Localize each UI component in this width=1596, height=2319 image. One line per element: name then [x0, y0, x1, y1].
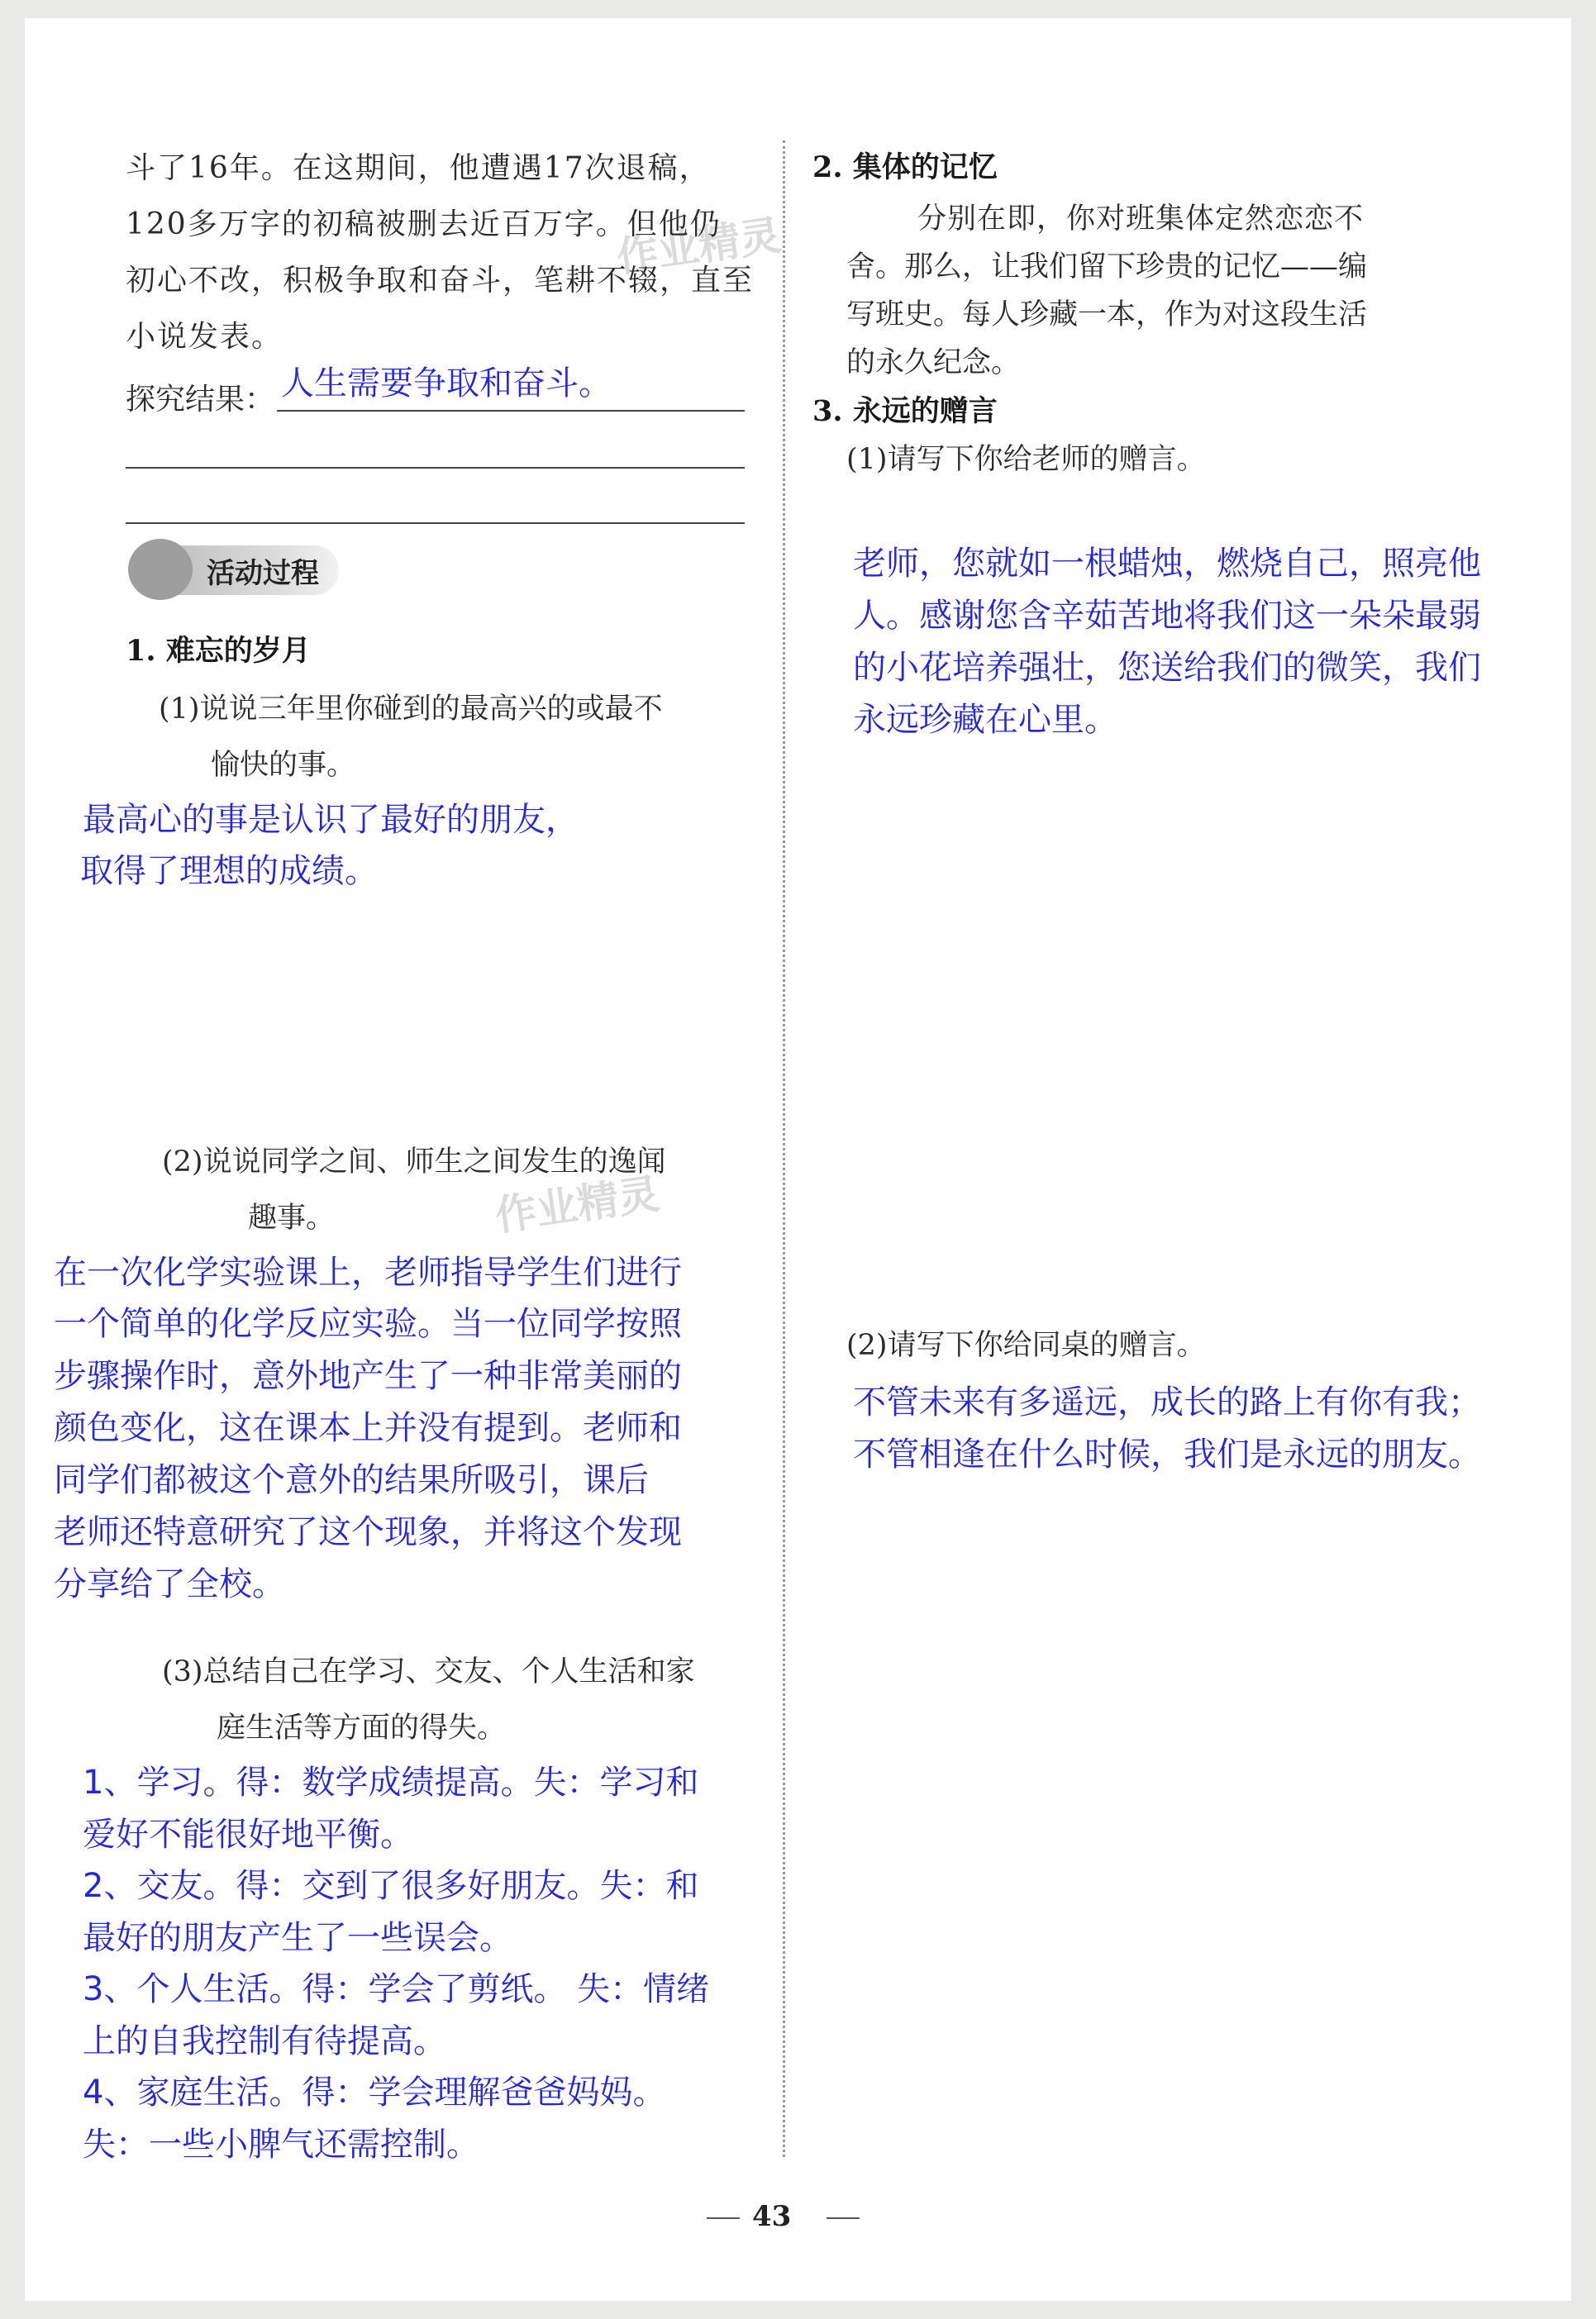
body-text: 的永久纪念。: [846, 346, 1021, 379]
watermark: 作业精灵: [613, 211, 784, 282]
answer-line-text: 一个简单的化学反应实验。当一位同学按照: [54, 1305, 682, 1343]
question-text: 庭生活等方面的得失。: [217, 1712, 507, 1745]
intro-line: 小说发表。: [126, 320, 283, 354]
answer-line-text: 最好的朋友产生了一些误会。: [83, 1919, 512, 1957]
answer-line-text: 1、学习。得：数学成绩提高。失：学习和: [83, 1764, 699, 1802]
page-number-dash: [707, 2217, 740, 2219]
question-text: (3)总结自己在学习、交友、个人生活和家: [162, 1655, 695, 1688]
answer-line-text: 同学们都被这个意外的结果所吸引，课后: [54, 1461, 649, 1499]
result-label: 探究结果：: [126, 383, 275, 417]
answer-line-text: 老师，您就如一根蜡烛，燃烧自己，照亮他: [853, 545, 1481, 583]
question-text: 愉快的事。: [211, 749, 356, 782]
question-text: (1)请写下你给老师的赠言。: [846, 443, 1206, 476]
answer-line-text: 人。感谢您含辛茹苦地将我们这一朵朵最弱: [853, 597, 1481, 635]
answer-line: [277, 410, 745, 412]
watermark: 作业精灵: [492, 1169, 663, 1240]
answer-line-text: 步骤操作时，意外地产生了一种非常美丽的: [54, 1357, 682, 1395]
body-text: 写班史。每人珍藏一本，作为对这段生活: [846, 298, 1368, 331]
body-text: 舍。那么，让我们留下珍贵的记忆——编: [846, 250, 1368, 283]
answer-line: [126, 467, 745, 469]
result-answer: 人生需要争取和奋斗。: [281, 364, 612, 402]
answer-line-text: 4、家庭生活。得：学会理解爸爸妈妈。: [83, 2074, 666, 2112]
answer-line-text: 老师还特意研究了这个现象，并将这个发现: [54, 1513, 682, 1551]
question-text: (1)说说三年里你碰到的最高兴的或最不: [159, 693, 663, 726]
answer-line-text: 取得了理想的成绩。: [80, 852, 378, 890]
question-text: 趣事。: [248, 1202, 336, 1235]
answer-line-text: 不管相逢在什么时候，我们是永远的朋友。: [853, 1436, 1481, 1474]
body-text: 分别在即，你对班集体定然恋恋不: [917, 202, 1365, 236]
answer-line-text: 的小花培养强壮，您送给我们的微笑，我们: [853, 649, 1481, 687]
banner-cloud-icon: [128, 539, 193, 600]
answer-line: [126, 522, 745, 524]
intro-line: 120多万字的初稿被删去近百万字。但他仍: [126, 207, 722, 241]
column-divider: [783, 140, 785, 2157]
answer-line-text: 在一次化学实验课上，老师指导学生们进行: [54, 1254, 682, 1292]
section-title: 2. 集体的记忆: [812, 150, 998, 184]
answer-line-text: 爱好不能很好地平衡。: [83, 1816, 413, 1854]
answer-line-text: 最高心的事是认识了最好的朋友，: [83, 801, 579, 839]
question-text: (2)说说同学之间、师生之间发生的逸闻: [162, 1145, 666, 1179]
section-title: 3. 永远的赠言: [812, 394, 998, 428]
answer-line-text: 颜色变化，这在课本上并没有提到。老师和: [54, 1409, 682, 1447]
page-number: 43: [752, 2200, 792, 2233]
question-text: (2)请写下你给同桌的赠言。: [846, 1329, 1206, 1362]
answer-line-text: 失：一些小脾气还需控制。: [83, 2126, 479, 2164]
section-title: 1. 难忘的岁月: [126, 634, 311, 668]
answer-line-text: 分享给了全校。: [54, 1565, 285, 1603]
answer-line-text: 永远珍藏在心里。: [853, 701, 1117, 739]
answer-line-text: 3、个人生活。得：学会了剪纸。 失：情绪: [83, 1970, 710, 2008]
answer-line-text: 不管未来有多遥远，成长的路上有你有我；: [853, 1383, 1481, 1421]
answer-line-text: 上的自我控制有待提高。: [83, 2022, 446, 2060]
intro-line: 初心不改，积极争取和奋斗，笔耕不辍，直至: [126, 264, 755, 298]
answer-line-text: 2、交友。得：交到了很多好朋友。失：和: [83, 1867, 699, 1905]
page-number-dash: [827, 2217, 860, 2219]
banner-label: 活动过程: [207, 557, 319, 590]
intro-line: 斗了16年。在这期间，他遭遇17次退稿，: [126, 151, 711, 185]
